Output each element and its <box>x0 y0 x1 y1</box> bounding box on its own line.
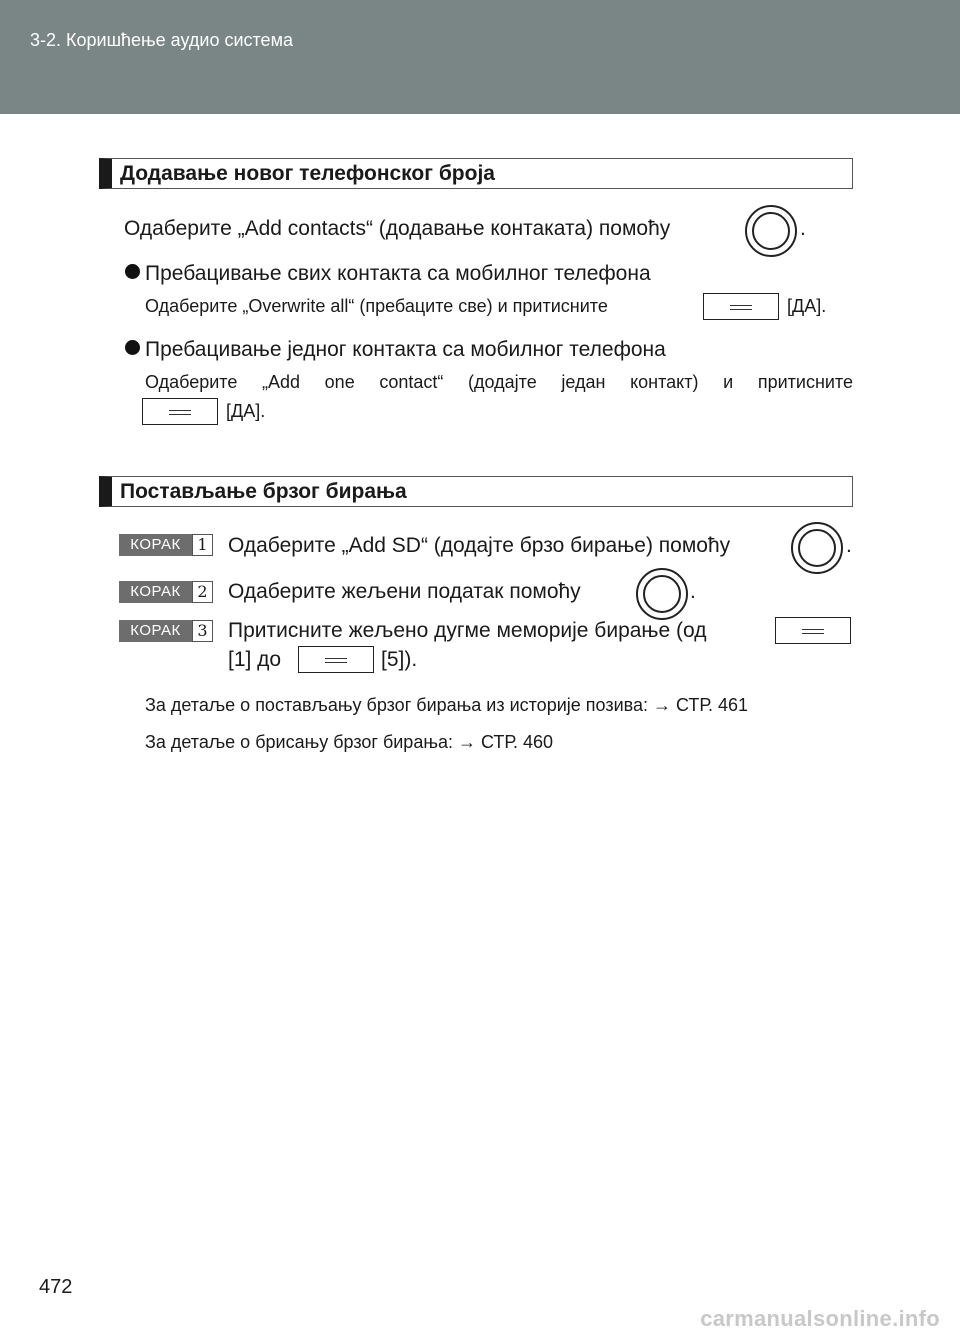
step-3-text-post: [5]). <box>381 648 418 671</box>
step-label: КОРАК <box>119 620 192 642</box>
step-3-text-mid: [1] до <box>228 648 282 671</box>
intro-text-post: . <box>800 217 806 240</box>
intro-text-pre: Одаберите „Add contacts“ (додавање контаката) помоћу <box>124 217 671 240</box>
section-heading-add-number: Додавање новог телефонског броја <box>99 158 853 189</box>
tune-knob-icon <box>745 205 797 257</box>
preset-button-icon <box>142 398 218 425</box>
intro-text <box>124 217 670 241</box>
step-1-text-post: . <box>846 534 852 557</box>
step-3-text: Притисните жељено дугме меморије бирање (од <box>228 619 707 642</box>
preset-button-icon <box>703 293 779 320</box>
bullet-title-text: Пребацивање свих контакта са мобилног телефона <box>145 262 651 285</box>
step-number: 3 <box>192 620 213 642</box>
section-heading-speed-dial: Постављање брзог бирања <box>99 476 853 507</box>
bullet-transfer-one-title <box>125 338 666 362</box>
step-badge-1 <box>119 534 213 556</box>
step-1-text: Одаберите „Add SD“ (додајте брзо бирање) помоћу <box>228 534 731 557</box>
bullet-title-text: Пребацивање једног контакта са мобилног телефона <box>145 338 666 361</box>
bullet-transfer-one-text: Одаберите „Add one contact“ (додајте један контакт) и притисните <box>145 372 853 392</box>
tune-knob-icon <box>791 522 843 574</box>
watermark: carmanualsonline.info <box>700 1306 940 1331</box>
tune-knob-icon <box>636 568 688 620</box>
bullet-transfer-all-text-post: [ДА]. <box>787 296 827 316</box>
step-badge-3 <box>119 620 213 642</box>
page-header-band <box>0 0 960 114</box>
step-number: 2 <box>192 581 213 603</box>
step-2-text: Одаберите жељени податак помоћу <box>228 580 581 603</box>
bullet-icon <box>125 340 140 355</box>
step-label: КОРАК <box>119 534 192 556</box>
bullet-transfer-all-title <box>125 262 651 286</box>
page-number: 472 <box>39 1276 73 1298</box>
bullet-icon <box>125 264 140 279</box>
note-history-speed-dial: За детаље о постављању брзог бирања из историје позива: → СТР. 461 <box>145 695 749 715</box>
step-number: 1 <box>192 534 213 556</box>
bullet-transfer-one-text-post: [ДА]. <box>226 401 266 421</box>
bullet-transfer-all-text: Одаберите „Overwrite all“ (пребаците све) и притисните <box>145 296 608 316</box>
step-label: КОРАК <box>119 581 192 603</box>
step-2-text-post: . <box>690 580 696 603</box>
step-badge-2 <box>119 581 213 603</box>
preset-button-icon <box>775 617 851 644</box>
breadcrumb: 3-2. Коришћење аудио система <box>30 30 293 50</box>
note-delete-speed-dial: За детаље о брисању брзог бирања: → СТР. 460 <box>145 732 554 752</box>
preset-button-icon <box>298 646 374 673</box>
